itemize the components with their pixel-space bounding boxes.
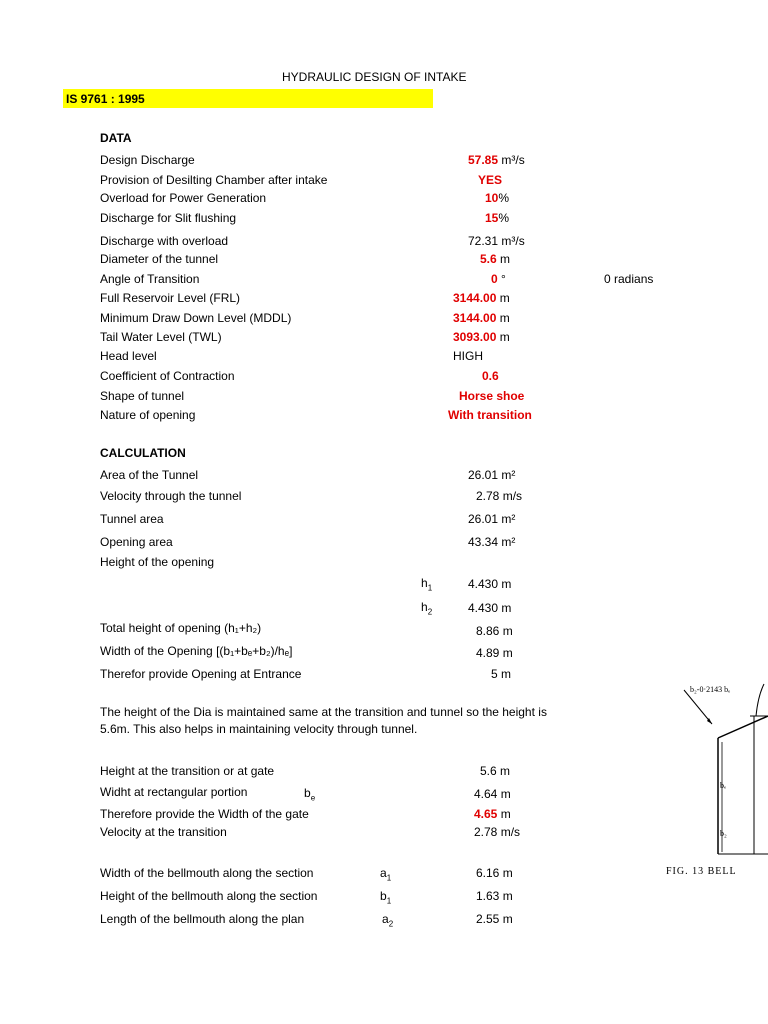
row-value: HIGH (453, 349, 483, 363)
row-value: 4.89 m (476, 646, 513, 660)
row-value: 15% (485, 211, 510, 225)
row-value: 6.16 m (476, 866, 513, 880)
row-label: Therefore provide the Width of the gate (100, 807, 309, 821)
row-value: 4.430 m (468, 577, 512, 591)
row-value: 3093.00 m (453, 330, 510, 344)
row-value: 0.6 (482, 369, 499, 383)
row-label: Head level (100, 349, 157, 363)
row-label: Discharge with overload (100, 234, 229, 248)
standard-code: IS 9761 : 1995 (66, 92, 145, 106)
row-value: 72.31 m³/s (468, 234, 525, 248)
row-label: Discharge for Slit flushing (100, 211, 237, 225)
note-paragraph: The height of the Dia is maintained same at the transition and tunnel so the height is 5.6m. This also helps in maintaining velocity through tunnel. (100, 705, 547, 736)
label-b2: b₂ (720, 829, 727, 838)
row-label: Tail Water Level (TWL) (100, 330, 222, 344)
row-value: 5.6 m (480, 252, 511, 266)
symbol-h1: $h_1$ (421, 576, 433, 593)
row-value: 1.63 m (476, 889, 513, 903)
figure-label-top: b₂-0·2143 bₑ (690, 685, 731, 694)
radians-value: 0 radians (604, 272, 654, 286)
row-label: Coefficient of Contraction (100, 369, 235, 383)
symbol-h2: $h_2$ (421, 600, 433, 617)
row-label: Diameter of the tunnel (100, 252, 219, 266)
row-label: Full Reservoir Level (FRL) (100, 291, 241, 305)
row-value: Horse shoe (459, 389, 525, 403)
row-label: Tunnel area (100, 512, 164, 526)
row-label: Overload for Power Generation (100, 191, 267, 205)
symbol-a1: $a_1$ (380, 866, 392, 883)
bellmouth-drawing (660, 676, 768, 882)
symbol-be: $b_e$ (304, 786, 316, 803)
row-value: 3144.00 m (453, 291, 510, 305)
row-value: 5.6 m (480, 764, 511, 778)
page-title: HYDRAULIC DESIGN OF INTAKE (282, 70, 467, 84)
row-value: 3144.00 m (453, 311, 510, 325)
figure-caption: FIG. 13 BELL (666, 866, 737, 877)
row-value: 57.85 m³/s (468, 153, 525, 167)
row-value: YES (478, 173, 503, 187)
row-value: 26.01 m² (468, 512, 516, 526)
symbol-b1: $b_1$ (380, 889, 392, 906)
row-label: Opening area (100, 535, 173, 549)
row-value: 8.86 m (476, 624, 513, 638)
row-label: Width of the bellmouth along the section (100, 866, 314, 880)
curve-line (756, 684, 764, 716)
bellmouth-figure (660, 676, 768, 882)
calc-heading: CALCULATION (100, 446, 186, 460)
row-value: 4.430 m (468, 601, 512, 615)
row-label: Width of the Opening [(b₁+bₑ+b₂)/hₑ] (100, 644, 293, 658)
row-label: Total height of opening (h₁+h₂) (100, 621, 262, 635)
row-label: Height at the transition or at gate (100, 764, 275, 778)
bell-edge (718, 716, 768, 738)
row-value: 26.01 m² (468, 468, 516, 482)
leader-line (684, 690, 712, 724)
row-value: 2.78 m/s (476, 489, 523, 503)
row-label: Minimum Draw Down Level (MDDL) (100, 311, 292, 325)
row-value: 4.65 m (474, 807, 511, 821)
row-label: Area of the Tunnel (100, 468, 199, 482)
row-value: 2.55 m (476, 912, 513, 926)
row-label: Shape of tunnel (100, 389, 185, 403)
row-value: With transition (448, 408, 532, 422)
data-heading: DATA (100, 131, 132, 145)
symbol-a2: $a_2$ (382, 912, 394, 929)
row-label: Therefor provide Opening at Entrance (100, 667, 302, 681)
row-label: Nature of opening (100, 408, 196, 422)
row-label: Widht at rectangular portion (100, 785, 248, 799)
row-label: Height of the bellmouth along the section (100, 889, 318, 903)
row-label: Angle of Transition (100, 272, 200, 286)
row-value: 0 ° (491, 272, 506, 286)
row-value: 5 m (491, 667, 512, 681)
row-label: Velocity at the transition (100, 825, 227, 839)
row-value: 43.34 m² (468, 535, 516, 549)
row-label: Provision of Desilting Chamber after intake (100, 173, 328, 187)
row-value: 2.78 m/s (474, 825, 521, 839)
row-label: Design Discharge (100, 153, 195, 167)
row-value: 10% (485, 191, 510, 205)
row-label: Velocity through the tunnel (100, 489, 242, 503)
row-label: Height of the opening (100, 555, 215, 569)
row-label: Length of the bellmouth along the plan (100, 912, 305, 926)
label-be: bₑ (720, 781, 727, 790)
row-value: 4.64 m (474, 787, 511, 801)
